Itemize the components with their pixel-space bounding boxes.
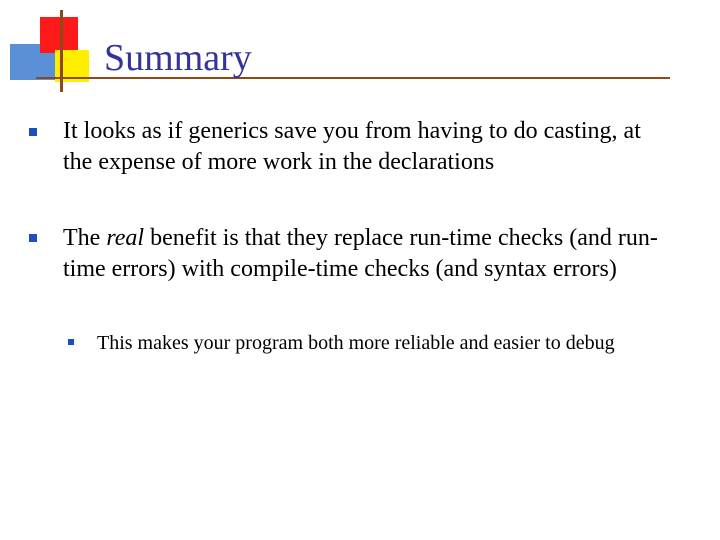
vertical-rule bbox=[60, 10, 63, 92]
bullet-item-2 bbox=[63, 223, 663, 285]
sub-bullet-item-1: This makes your program both more reliable and easier to debug bbox=[97, 332, 615, 354]
square-bullet-icon bbox=[29, 128, 37, 136]
square-bullet-icon bbox=[29, 234, 37, 242]
bullet-item-1: It looks as if generics save you from having to do casting, at the expense of more work in the declarations bbox=[63, 118, 641, 175]
red-square-icon bbox=[40, 17, 78, 53]
bullet-item-2-before: The bbox=[63, 225, 107, 251]
bullet-item-2-emphasis: real bbox=[106, 225, 145, 251]
bullet-item-2-after: benefit is that they replace run-time checks (and run-time errors) with compile-time checks (and syntax errors) bbox=[63, 225, 658, 282]
colored-squares-logo-icon bbox=[0, 0, 110, 100]
slide-title: Summary bbox=[104, 37, 252, 79]
square-bullet-icon bbox=[68, 339, 74, 345]
